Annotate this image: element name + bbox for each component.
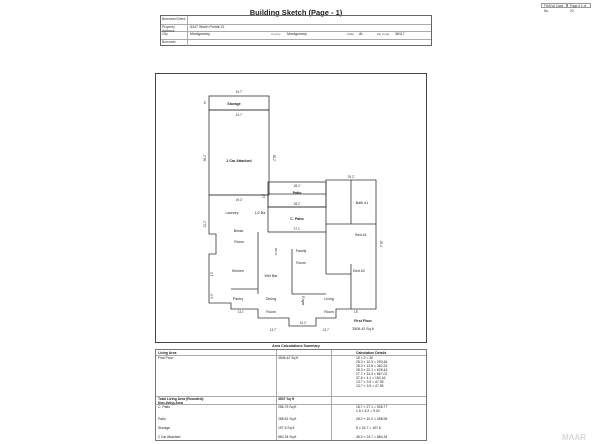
room-label-half-bath: 1/2 Ba [254,211,266,215]
dim-label: 10.2' [299,321,307,325]
dim-label: 24.7' [235,90,243,94]
room-label-pantry: Pantry [232,297,244,301]
header-label: Property Address [162,24,175,33]
nonliving-calc: 28.2 × 10.2 = 288.95 [356,417,388,421]
watermark: MAAR [562,433,586,442]
case-number-box: FHA/VA Case No. [541,3,567,8]
nonliving-calc: 8 × 24.7 = 197.6 [356,426,381,430]
total-living-label: Total Living Area (Rounded): [158,397,205,401]
dim-label: 9.9' [210,293,214,299]
first-floor-label: First Floor [158,356,174,360]
header-value: Montgomery [190,32,210,36]
header-label: Borrower/Client [162,17,186,21]
living-area-label: Living Area [158,351,177,355]
dim-label: 13.1' [237,310,245,314]
room-label-bed1: Bed #1 [355,233,367,237]
nonliving-calc: 1.5 × 6.2 = 9.02 [356,409,380,413]
calc-line: 28.3 × 12.8 = 362.24 [356,364,388,368]
dim-label: 28.4' [379,240,383,248]
dim-label: 28.2' [293,184,301,188]
header-row-borrower [161,39,431,47]
room-label-first-floor: First Floor [354,319,372,323]
nonliving-name: 2 Car Attached [158,435,181,439]
dim-label: 28.2' [293,202,301,206]
dim-label: 13' [210,271,214,277]
dim-label: 24.7' [235,113,243,117]
calc-line: 28.2 × 10.3 = 290.46 [356,360,388,364]
room-label-wic: W.I.C. [274,247,278,257]
nonliving-name: C. Patio [158,405,171,409]
nonliving-calc: 18.7 × 27.1 = 506.77 [356,405,388,409]
room-label-garage: 2 Car Attached [226,159,252,163]
calc-line: 13.7 × 3.5 = 47.95 [356,380,384,384]
dim-label: 13.7' [269,328,277,332]
dim-label: 15' [353,310,359,314]
room-label-bath1: Bath #1 [355,201,369,205]
calc-line: 27.7 × 31.3 = 867.01 [356,372,388,376]
dim-label: 56.2' [272,154,276,162]
room-label-living-room: Room [324,310,334,314]
dim-label: 10' [262,193,266,199]
page-title: Building Sketch (Page - 1) [249,8,343,17]
calc-line: 13.7 × 3.5 = 47.95 [356,384,384,388]
sketch-frame [155,73,427,343]
room-label-laundry: Laundry [225,211,239,215]
area-summary-table [155,349,427,441]
floor-plan-sketch [156,74,426,342]
state-label: State [347,32,355,36]
dim-label: 29.2' [347,175,355,179]
calc-line: 15 × 2 = 30 [356,356,374,360]
room-label-family: Family [295,249,307,253]
room-label-breakfast-room: Room [234,240,244,244]
header-label: Borrower [162,39,176,44]
summary-title: Area Calculations Summary [272,344,320,348]
total-living-value: 3507 Sq ft [278,397,295,401]
nonliving-name: Storage [158,426,170,430]
room-label-living: Living [324,297,334,301]
first-floor-value: 3506.42 Sq ft [278,356,299,360]
room-label-dining-room: Room [266,310,276,314]
county-value: Montgomery [287,32,307,36]
nonliving-value: 288.81 Sq ft [278,417,297,421]
header-label: City [162,32,168,36]
room-label-family-room: Room [296,261,306,265]
dim-label: 13.7' [322,328,330,332]
nonliving-calc: 36.2 × 24.7 = 884.34 [356,435,388,439]
nonliving-value: 197.6 Sq ft [278,426,295,430]
room-label-c-patio: C. Patio [290,217,304,221]
state-value: AL [359,32,364,36]
calc-lines [356,356,424,388]
first-floor-area: 3506.42 Sq ft [352,327,374,331]
nonliving-label: Non-living Area [158,401,183,405]
room-label-kitchen: Kitchen [232,269,244,273]
county-label: County [271,32,281,36]
room-label-wet-bar: Wet Bar [264,274,278,278]
dim-label: 8' [203,101,207,105]
nonliving-name: Patio [158,417,166,421]
room-label-foyer: Foyer [301,296,305,306]
room-label-breakfast: Break. [233,229,245,233]
dim-label: 27.1' [293,227,301,231]
dim-label: 19.3' [235,198,243,202]
room-label-dining: Dining [265,297,277,301]
room-label-bed2: Bed #2 [353,269,365,273]
property-header-table [160,15,432,46]
zip-value: 36117 [395,32,405,36]
calc-details-label: Calculation Details [356,351,387,355]
room-label-patio: Patio [292,191,302,195]
nonliving-value: 286.75 Sq ft [278,405,297,409]
calc-line: 37.6 × 4.1 = 154.16 [356,376,386,380]
dim-label: 22.2' [203,220,207,228]
nonliving-value: 884.34 Sq ft [278,435,297,439]
room-label-storage: Storage [227,102,241,106]
page-number-box: Page # 1 of 20 [567,3,591,8]
zip-label: Zip Code [377,32,390,36]
dim-label: 56.2' [203,154,207,162]
header-value: 5447 Worth Pointe Ct [190,24,225,29]
calc-line: 28.3 × 22.1 = 625.43 [356,368,388,372]
